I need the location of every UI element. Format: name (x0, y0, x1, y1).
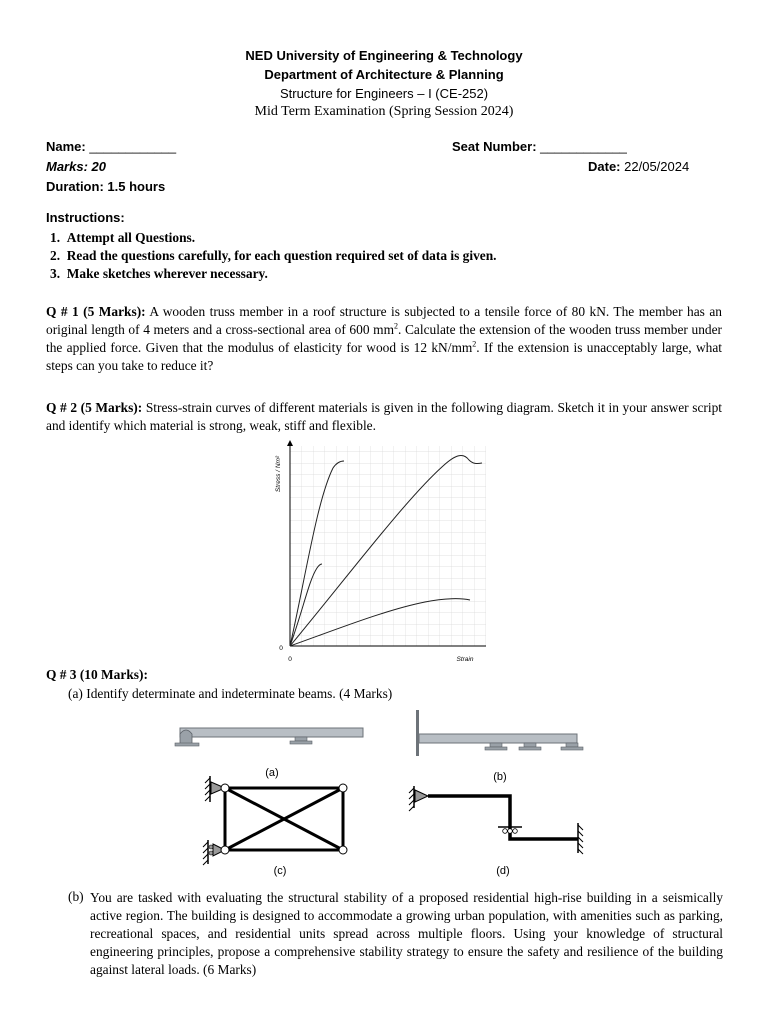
joint (339, 846, 347, 854)
instruction-item: 2. Read the questions carefully, for each question required set of data is given. (50, 248, 497, 263)
name-field (46, 139, 176, 154)
q3-part-a-marker: (a) (68, 686, 83, 701)
date-value: 22/05/2024 (624, 159, 690, 174)
fixed-wall (416, 710, 419, 756)
seat-blank: ____________ (540, 139, 627, 154)
instructions-heading: Instructions: (46, 210, 125, 225)
department-name: Department of Architecture & Planning (264, 67, 504, 82)
instruction-text: Read the questions carefully, for each question required set of data is given. (66, 248, 497, 263)
instruction-item: 3. Make sketches wherever necessary. (50, 266, 268, 281)
marks: Marks: 20 (46, 159, 106, 174)
instruction-text: Attempt all Questions. (66, 230, 196, 245)
grid (290, 446, 486, 646)
q3-part-b-marker: (b) (68, 889, 84, 904)
y-axis-arrow (287, 440, 293, 446)
q1-sup2: 2 (472, 339, 477, 349)
stress-strain-diagram (265, 440, 505, 668)
origin-x-label: 0 (288, 656, 292, 663)
fig-label-a: (a) (265, 767, 279, 779)
joint (339, 784, 347, 792)
roller-support (566, 743, 578, 747)
q1-label: Q # 1 (5 Marks): (46, 304, 146, 319)
question-1 (46, 303, 722, 375)
exam-title: Mid Term Examination (Spring Session 2024) (254, 104, 514, 119)
roller-support (513, 829, 518, 834)
name-blank: ____________ (89, 139, 177, 154)
origin-y-label: 0 (279, 645, 283, 652)
q2-text: Stress-strain curves of different materials is given in the following diagram. Sketch it in your answer script and identify which material is strong, weak, stiff and flexible. (46, 400, 722, 433)
q3-label: Q # 3 (10 Marks): (46, 667, 148, 682)
frame-d (409, 786, 583, 854)
beam-figures (170, 706, 600, 878)
pin-support (415, 790, 428, 802)
roller-support (524, 743, 536, 747)
x-axis-label: Strain (456, 656, 474, 663)
q1-sup1: 2 (394, 321, 398, 331)
question-2 (46, 399, 722, 435)
joint (221, 846, 229, 854)
date-field (588, 159, 689, 174)
seat-label: Seat Number: (452, 139, 537, 154)
fig-label-b: (b) (493, 771, 507, 783)
seat-field (452, 139, 627, 154)
roller-support (490, 743, 502, 747)
fig-label-c: (c) (273, 865, 287, 877)
name-label: Name: (46, 139, 86, 154)
frame-c (225, 788, 343, 850)
q3-part-a (68, 686, 392, 702)
q3-part-a-text: Identify determinate and indeterminate beams. (4 Marks) (86, 686, 393, 701)
university-name: NED University of Engineering & Technology (245, 48, 523, 63)
duration: Duration: 1.5 hours (46, 179, 166, 194)
q1-text-c: . If the extension is unacceptably large, what steps can you take to reduce it? (46, 340, 722, 373)
q1-text-a: A wooden truss member in a roof structure is subjected to a tensile force of 80 kN. The member has an original length of 4 meters and a cross-sectional area of 600 mm (46, 304, 722, 337)
date-label: Date: (588, 159, 621, 174)
q2-label: Q # 2 (5 Marks): (46, 400, 143, 415)
instruction-text: Make sketches wherever necessary. (66, 266, 268, 281)
q1-text-b: . Calculate the extension of the wooden truss member under the applied force. Given that the modulus of elasticity for wood is 12 kN/mm (46, 322, 722, 355)
beam-b (416, 710, 583, 756)
y-axis-label: Stress / Nm² (275, 455, 282, 493)
fig-label-d: (d) (496, 865, 510, 877)
instruction-item: 1. Attempt all Questions. (50, 230, 196, 245)
joint (221, 784, 229, 792)
course-title: Structure for Engineers – I (CE-252) (279, 86, 489, 101)
pin-support (180, 730, 192, 744)
beam-a (175, 728, 363, 746)
q3-part-b-text: You are tasked with evaluating the structural stability of a proposed residential high-rise building in a seismically active region. The building is designed to accommodate a growing urban population, with amenities such as parking, recreational spaces, and residential units spread across multiple floors. Using your knowledge of structural engineering principles, propose a comprehensive stability strategy to ensure the safety and resilience of the building against lateral loads. (6 Marks) (90, 890, 723, 977)
roller-support (295, 737, 307, 741)
